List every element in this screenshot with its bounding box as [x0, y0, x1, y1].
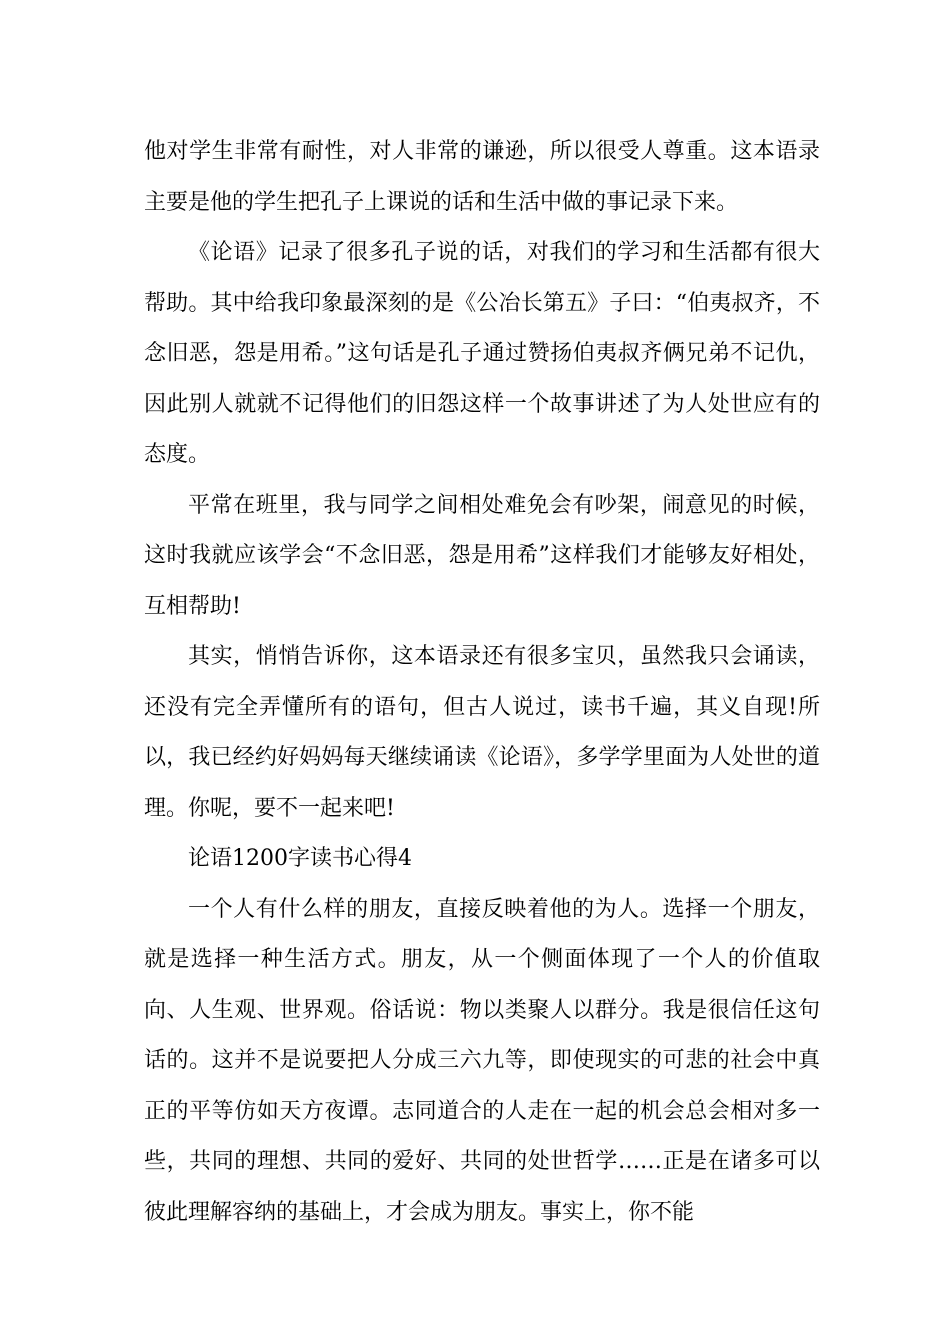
document-body: [144, 127, 820, 1238]
paragraph-analects-quote: 《论语》记录了很多孔子说的话，对我们的学习和生活都有很大帮助。其中给我印象最深刻的是《公冶长第五》子曰：“伯夷叔齐，不念旧恶，怨是用希。”这句话是孔子通过赞扬伯夷叔齐俩兄弟不记仇，因此别人就就不记得他们的旧怨这样一个故事讲述了为人处世应有的态度。: [144, 240, 820, 467]
section-heading: 论语1200字读书心得4: [188, 846, 412, 871]
paragraph-friends: 一个人有什么样的朋友，直接反映着他的为人。选择一个朋友，就是选择一种生活方式。朋友，从一个侧面体现了一个人的价值取向、人生观、世界观。俗话说：物以类聚人以群分。我是很信任这句话的。这并不是说要把人分成三六九等，即使现实的可悲的社会中真正的平等仿如天方夜谭。志同道合的人走在一起的机会总会相对多一些，共同的理想、共同的爱好、共同的处世哲学……正是在诸多可以彼此理解容纳的基础上，才会成为朋友。事实上，你不能: [144, 896, 820, 1225]
paragraph-secret: 其实，悄悄告诉你，这本语录还有很多宝贝，虽然我只会诵读，还没有完全弄懂所有的语句，但古人说过，读书千遍，其义自现!所以，我已经约好妈妈每天继续诵读《论语》，多学学里面为人处世的道理。你呢，要不一起来吧!: [144, 644, 820, 821]
paragraph-classmates: 平常在班里，我与同学之间相处难免会有吵架，闹意见的时候，这时我就应该学会“不念旧恶，怨是用希”这样我们才能够友好相处，互相帮助!: [144, 492, 820, 619]
paragraph-continuation: 他对学生非常有耐性，对人非常的谦逊，所以很受人尊重。这本语录主要是他的学生把孔子上课说的话和生活中做的事记录下来。: [144, 139, 820, 215]
